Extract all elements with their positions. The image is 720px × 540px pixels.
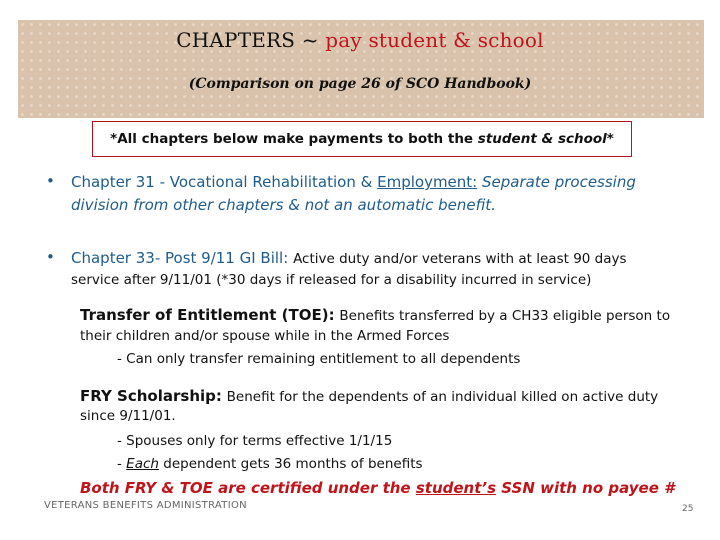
ch33-lead: Chapter 33- Post 9/11 GI Bill: — [71, 249, 289, 267]
ch31-underlined: Employment: — [377, 173, 478, 191]
fry-line4-prefix: - — [117, 456, 122, 472]
title-main: CHAPTERS ~ — [176, 28, 319, 52]
fry-line4 — [117, 454, 423, 474]
fry-text: Benefit for the dependents of an individual killed on active duty — [226, 389, 659, 405]
ch31-line2: division from other chapters & not an automatic benefit. — [71, 196, 496, 214]
notice-prefix: *All chapters below make payments to both the — [110, 131, 474, 147]
ch31-line1 — [71, 172, 636, 192]
closing-prefix: Both FRY & TOE are certified under the — [80, 479, 411, 497]
closing-suffix: SSN with no payee # — [501, 479, 675, 497]
ch33-line1 — [71, 248, 627, 269]
notice-box — [92, 121, 632, 157]
ch33-tail: Active duty and/or veterans with at least 90 days — [293, 251, 627, 267]
toe-line1 — [80, 305, 670, 326]
fry-line2: since 9/11/01. — [80, 408, 176, 424]
toe-line3: - Can only transfer remaining entitlement to all dependents — [117, 351, 521, 367]
page-number: 25 — [682, 504, 694, 514]
ch31-tail: Separate processing — [482, 173, 636, 191]
closing-underlined: student’s — [415, 479, 497, 497]
page-title — [0, 28, 720, 52]
toe-text: Benefits transferred by a CH33 eligible person to — [339, 308, 671, 324]
fry-line1 — [80, 386, 658, 407]
toe-heading: Transfer of Entitlement (TOE): — [80, 306, 335, 324]
fry-line4-underlined: Each — [126, 456, 159, 472]
closing-statement — [80, 479, 675, 497]
fry-line4-suffix: dependent gets 36 months of benefits — [163, 456, 423, 472]
ch33-line2: service after 9/11/01 (*30 days if released for a disability incurred in service) — [71, 272, 592, 288]
bullet-icon: • — [46, 172, 55, 190]
notice-suffix: * — [606, 131, 614, 147]
notice-emphasis: student & school — [477, 131, 607, 147]
fry-line3: - Spouses only for terms effective 1/1/15 — [117, 433, 393, 449]
toe-line2: their children and/or spouse while in the Armed Forces — [80, 328, 450, 344]
ch31-lead: Chapter 31 - Vocational Rehabilitation & — [71, 173, 373, 191]
page-subtitle: (Comparison on page 26 of SCO Handbook) — [188, 76, 532, 92]
title-accent: pay student & school — [325, 28, 544, 52]
bullet-icon: • — [46, 248, 55, 266]
fry-heading: FRY Scholarship: — [80, 387, 222, 405]
footer-org: VETERANS BENEFITS ADMINISTRATION — [44, 500, 247, 511]
